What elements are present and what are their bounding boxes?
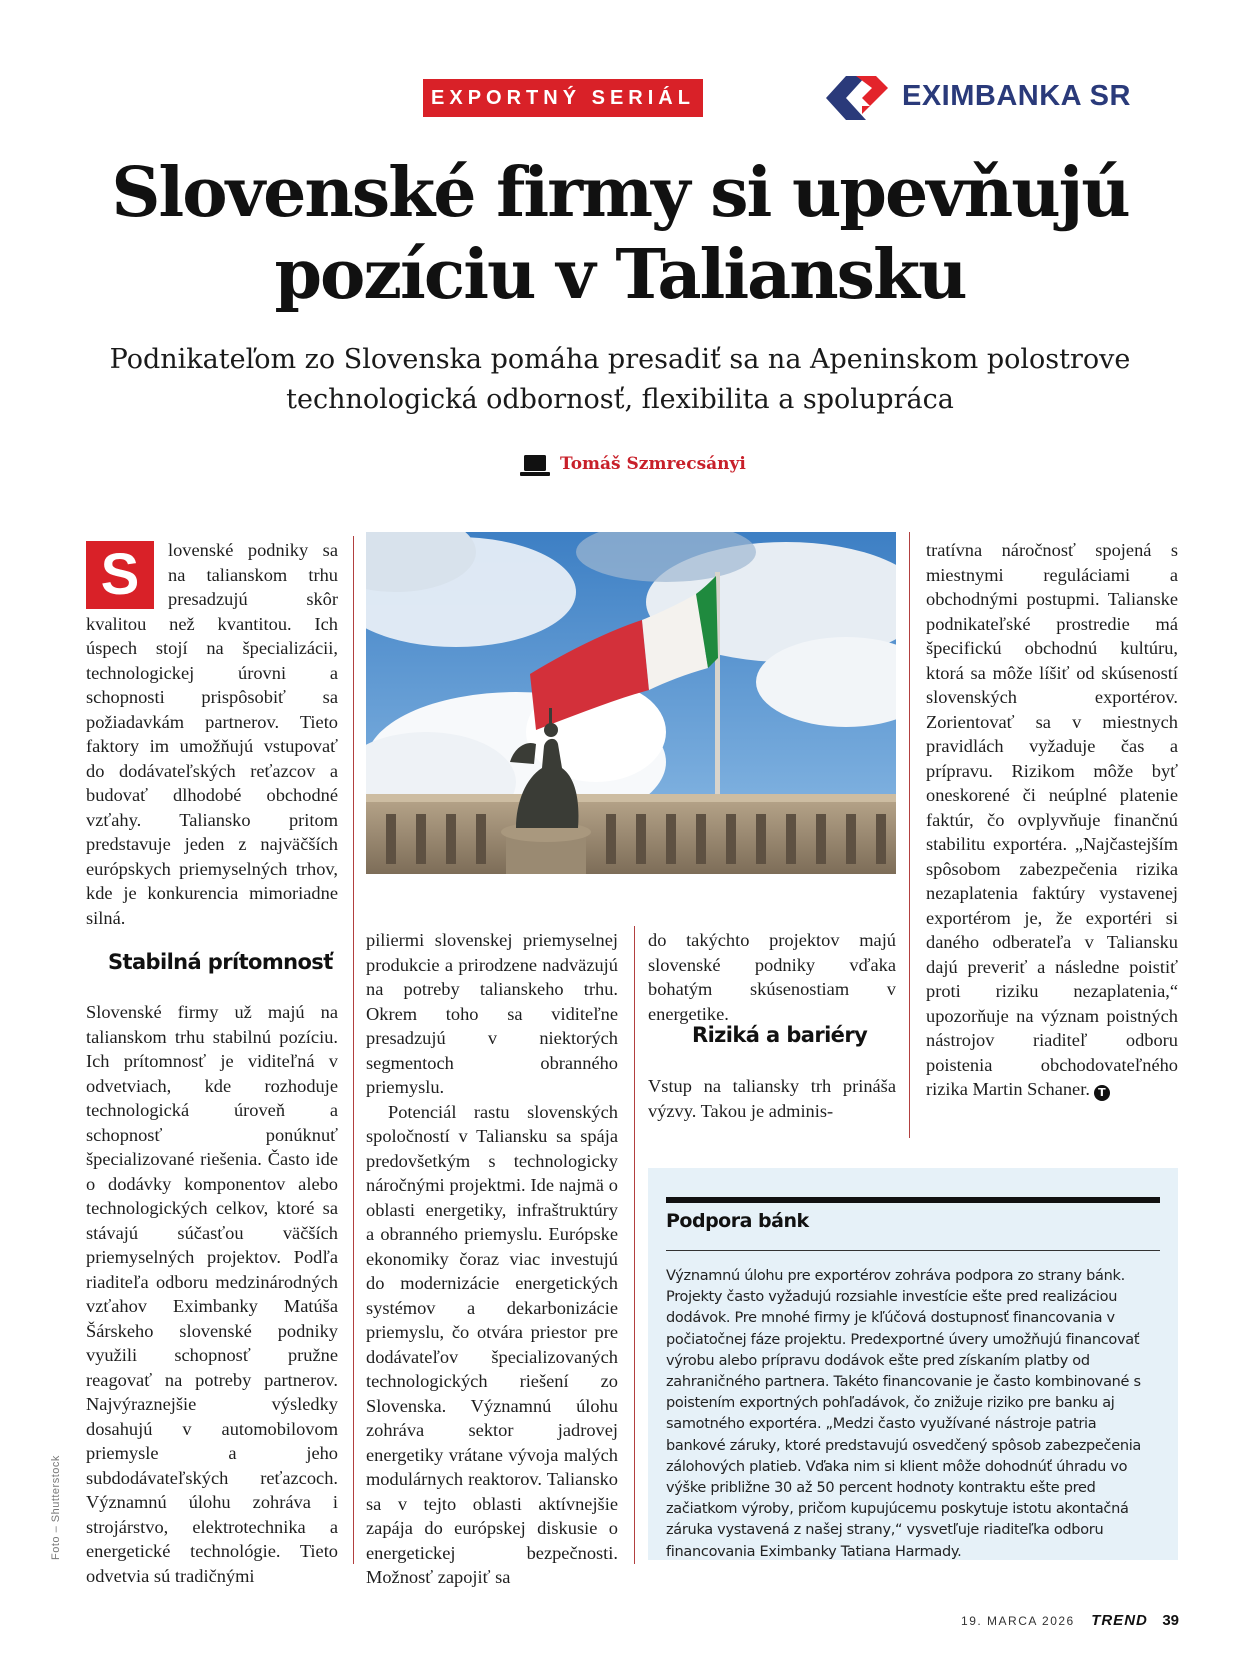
subtitle-line: technologická odbornosť, flexibilita a spolupráca: [286, 384, 954, 415]
eximbanka-logo[interactable]: [822, 76, 1172, 120]
sidebar-top-bar: [666, 1197, 1160, 1203]
end-of-article-icon: T: [1094, 1085, 1110, 1101]
column-1-body: [86, 1000, 338, 1586]
logo-text: EXIMBANKA SR: [902, 80, 1131, 112]
sidebar-text: Významnú úlohu pre exportérov zohráva podpora zo strany bánk. Projekty často vyžadujú rozsiahle investície ešte pred realizáciou dodávok. Pre mnohé firmy je kľúčová dostupnosť financovania v počiatočnej fáze projektu. Predexportné úvery umožňujú financovať výrobu alebo prípravu dodávok ešte pred získaním platby od zahraničného partnera. Takéto financovanie je často kombinované s poistením exportných pohľadávok, čo znižuje riziko pre banku aj samotného exportéra. „Medzi často využívané nástroje patria bankové záruky, ktoré predstavujú osvedčený spôsob zabezpečenia zálohových platieb. Vďaka nim si klient môže dohodnúť úhradu vo výške približne 30 až 50 percent hodnoty kontraktu ešte pred začiatkom výroby, pričom kupujúcemu poskytuje istotu akontačná záruka vystavená z našej strany,“ vysvetľuje riaditeľka odboru financovania Eximbanky Tatiana Harmady.: [666, 1268, 1142, 1560]
column-1-intro: [86, 538, 338, 930]
column-3-body-2: [648, 1074, 896, 1130]
paragraph: do takýchto projektov majú slovenské podniky vďaka bohatým skúsenostiam v energetike.: [648, 930, 896, 1024]
sidebar-box: [648, 1168, 1178, 1560]
column-3-body: [648, 928, 896, 1024]
column-2-body: [366, 928, 618, 1587]
eximbanka-logo-icon: [822, 76, 888, 120]
paragraph: Vstup na taliansky trh prináša výzvy. Takou je adminis-: [648, 1076, 896, 1121]
subtitle-line: Podnikateľom zo Slovenska pomáha presadiť sa na Apeninskom polostrove: [109, 344, 1131, 375]
page-footer: [961, 1612, 1179, 1630]
italian-flag-monument-photo: [366, 532, 896, 874]
paragraph: Slovenské firmy už majú na talianskom trhu stabilnú pozíciu. Ich prítomnosť je viditeľná v odvetviach, kde rozhoduje technologická úroveň a schopnosť ponúknuť špecializované riešenia. Často ide o dodávky komponentov alebo technologických celkov, ktoré sa stávajú súčasťou väčších priemyselných projektov. Podľa riaditeľa odboru medzinárodných vzťahov Eximbanky Matúša Šárskeho slovenské podniky využili schopnosť pružne reagovať na potreby partnerov. Najvýraznejšie výsledky dosahujú v automobilovom priemysle a jeho subdodávateľských reťazcoch. Významnú úlohu zohráva i strojárstvo, elektrotechnika a energetické technológie. Tieto odvetvia sú tradičnými: [86, 1002, 338, 1586]
subhead-risks-barriers: Riziká a bariéry: [692, 1023, 868, 1047]
sidebar-rule: [666, 1250, 1160, 1251]
title-line: Slovenské firmy si upevňujú: [111, 153, 1129, 233]
article-title: [60, 152, 1180, 316]
paragraph: [926, 538, 1178, 1102]
sidebar-title: Podpora bánk: [666, 1210, 809, 1232]
issue-date: 19. MARCA 2026: [961, 1614, 1075, 1628]
subhead-stable-presence: Stabilná prítomnosť: [108, 950, 333, 974]
dropcap: S: [86, 541, 154, 609]
laptop-icon: [520, 454, 550, 478]
paragraph: Potenciál rastu slovenských spoločností v Taliansku sa spája predovšetkým s technologicky náročnými projektmi. Ide najmä o oblasti energetiky, infraštruktúry a obranného priemyslu. Európske ekonomiky čoraz viac investujú do modernizácie energetických systémov a dekarbonizácie priemyslu, čo otvára priestor pre dodávateľov špecializovaných technologických riešení zo Slovenska. Významnú úlohu zohráva sektor jadrovej energetiky vrátane vývoja malých modulárnych reaktorov. Taliansko sa v tejto oblasti aktívnejšie zapája do európskej diskusie o energetickej bezpečnosti. Možnosť zapojiť sa: [366, 1101, 618, 1587]
magazine-brand[interactable]: TREND: [1091, 1612, 1148, 1629]
paragraph: piliermi slovenskej priemyselnej produkcie a prirodzene nadväzujú na potreby talianskeho trhu. Okrem toho sa viditeľne presadzujú v niektorých segmentoch obranného priemyslu.: [366, 930, 618, 1097]
article-subtitle: [80, 340, 1160, 420]
title-line: pozíciu v Taliansku: [274, 235, 966, 315]
paragraph-text: tratívna náročnosť spojená s miestnymi reguláciami a obchodnými postupmi. Talianske podnikateľské prostredie má špecifickú obchodnú kultúru, ktorá sa môže líšiť od skúseností slovenských exportérov. Zorientovať sa v miestnych pravidlách vyžaduje čas a prípravu. Rizikom môže byť oneskorené či neúplné platenie faktúr, čo ovplyvňuje finančnú stabilitu exportéra. „Najčastejším spôsobom zabezpečenia rizika nezaplatenia faktúry vystavenej exportérom je, že exportéri si daného odberateľa v Taliansku dajú preveriť a následne poistiť proti riziku nezaplatenia,“ upozorňuje na význam poistných nástrojov riaditeľ odboru poistenia obchodovateľného rizika Martin Schaner.: [926, 540, 1178, 1099]
series-tag: EXPORTNÝ SERIÁL: [423, 79, 703, 117]
column-divider: [634, 926, 635, 1564]
column-4-body: [926, 538, 1178, 1136]
photo-credit: Foto – Shutterstock: [50, 1455, 62, 1560]
intro-paragraph: lovenské podniky sa na talianskom trhu presadzujú skôr kvalitou než kvantitou. Ich úspech stojí na špecializácii, technologickej úrovni a schopnosti prispôsobiť sa požiadavkám partnerov. Tieto faktory im umožňujú vstupovať do dodávateľských reťazcov a budovať dlhodobé obchodné vzťahy. Taliansko pritom predstavuje jeden z najväčších európskych priemyselných trhov, kde je konkurencia mimoriadne silná.: [86, 540, 338, 928]
author-name[interactable]: Tomáš Szmrecsányi: [560, 454, 746, 474]
column-divider: [909, 532, 910, 1138]
column-divider: [353, 536, 354, 1564]
page-number: 39: [1162, 1612, 1179, 1629]
